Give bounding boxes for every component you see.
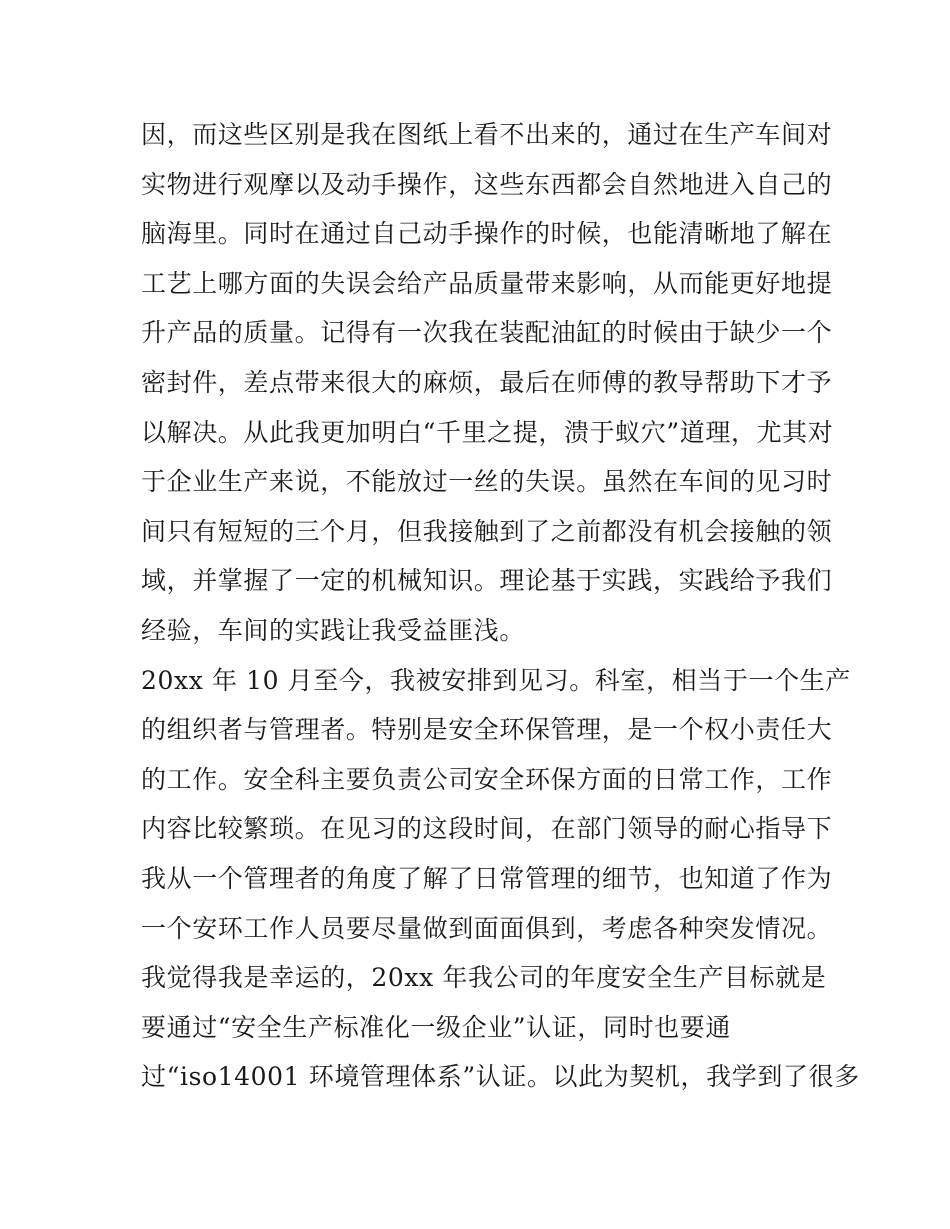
text-line: 域，并掌握了一定的机械知识。理论基于实践，实践给予我们 (141, 566, 833, 596)
text-line: 我从一个管理者的角度了解了日常管理的细节，也知道了作为 (141, 863, 833, 893)
text-line: 因，而这些区别是我在图纸上看不出来的，通过在生产车间对 (141, 120, 833, 149)
body-text (141, 110, 860, 1102)
text-line: 升产品的质量。记得有一次我在装配油缸的时候由于缺少一个 (141, 318, 833, 348)
text-line: 间只有短短的三个月，但我接触到了之前都没有机会接触的领 (141, 516, 833, 546)
text-line: 一个安环工作人员要尽量做到面面俱到，考虑各种突发情况。 (141, 913, 833, 943)
text-line: 实物进行观摩以及动手操作，这些东西都会自然地进入自己的 (141, 169, 833, 199)
text-line: 的组织者与管理者。特别是安全环保管理，是一个权小责任大 (141, 715, 833, 745)
text-line: 工艺上哪方面的失误会给产品质量带来影响，从而能更好地提 (141, 268, 833, 298)
text-line: 经验，车间的实践让我受益匪浅。 (141, 615, 526, 645)
text-line: 以解决。从此我更加明白“千里之提，溃于蚁穴”道理，尤其对 (141, 417, 834, 447)
text-line: 密封件，差点带来很大的麻烦，最后在师傅的教导帮助下才予 (141, 367, 833, 397)
text-line: 脑海里。同时在通过自己动手操作的时候，也能清晰地了解在 (141, 219, 833, 249)
text-line: 20xx 年 10 月至今，我被安排到见习。科室，相当于一个生产 (141, 665, 851, 695)
text-line: 过“iso14001 环境管理体系”认证。以此为契机，我学到了很多 (141, 1062, 860, 1092)
text-line: 我觉得我是幸运的，20xx 年我公司的年度安全生产目标就是 (141, 963, 827, 993)
text-line: 要通过“安全生产标准化一级企业”认证，同时也要通 (141, 1012, 731, 1042)
text-line: 于企业生产来说，不能放过一丝的失误。虽然在车间的见习时 (141, 467, 833, 497)
text-line: 内容比较繁琐。在见习的这段时间，在部门领导的耐心指导下 (141, 814, 833, 844)
text-line: 的工作。安全科主要负责公司安全环保方面的日常工作，工作 (141, 764, 833, 794)
